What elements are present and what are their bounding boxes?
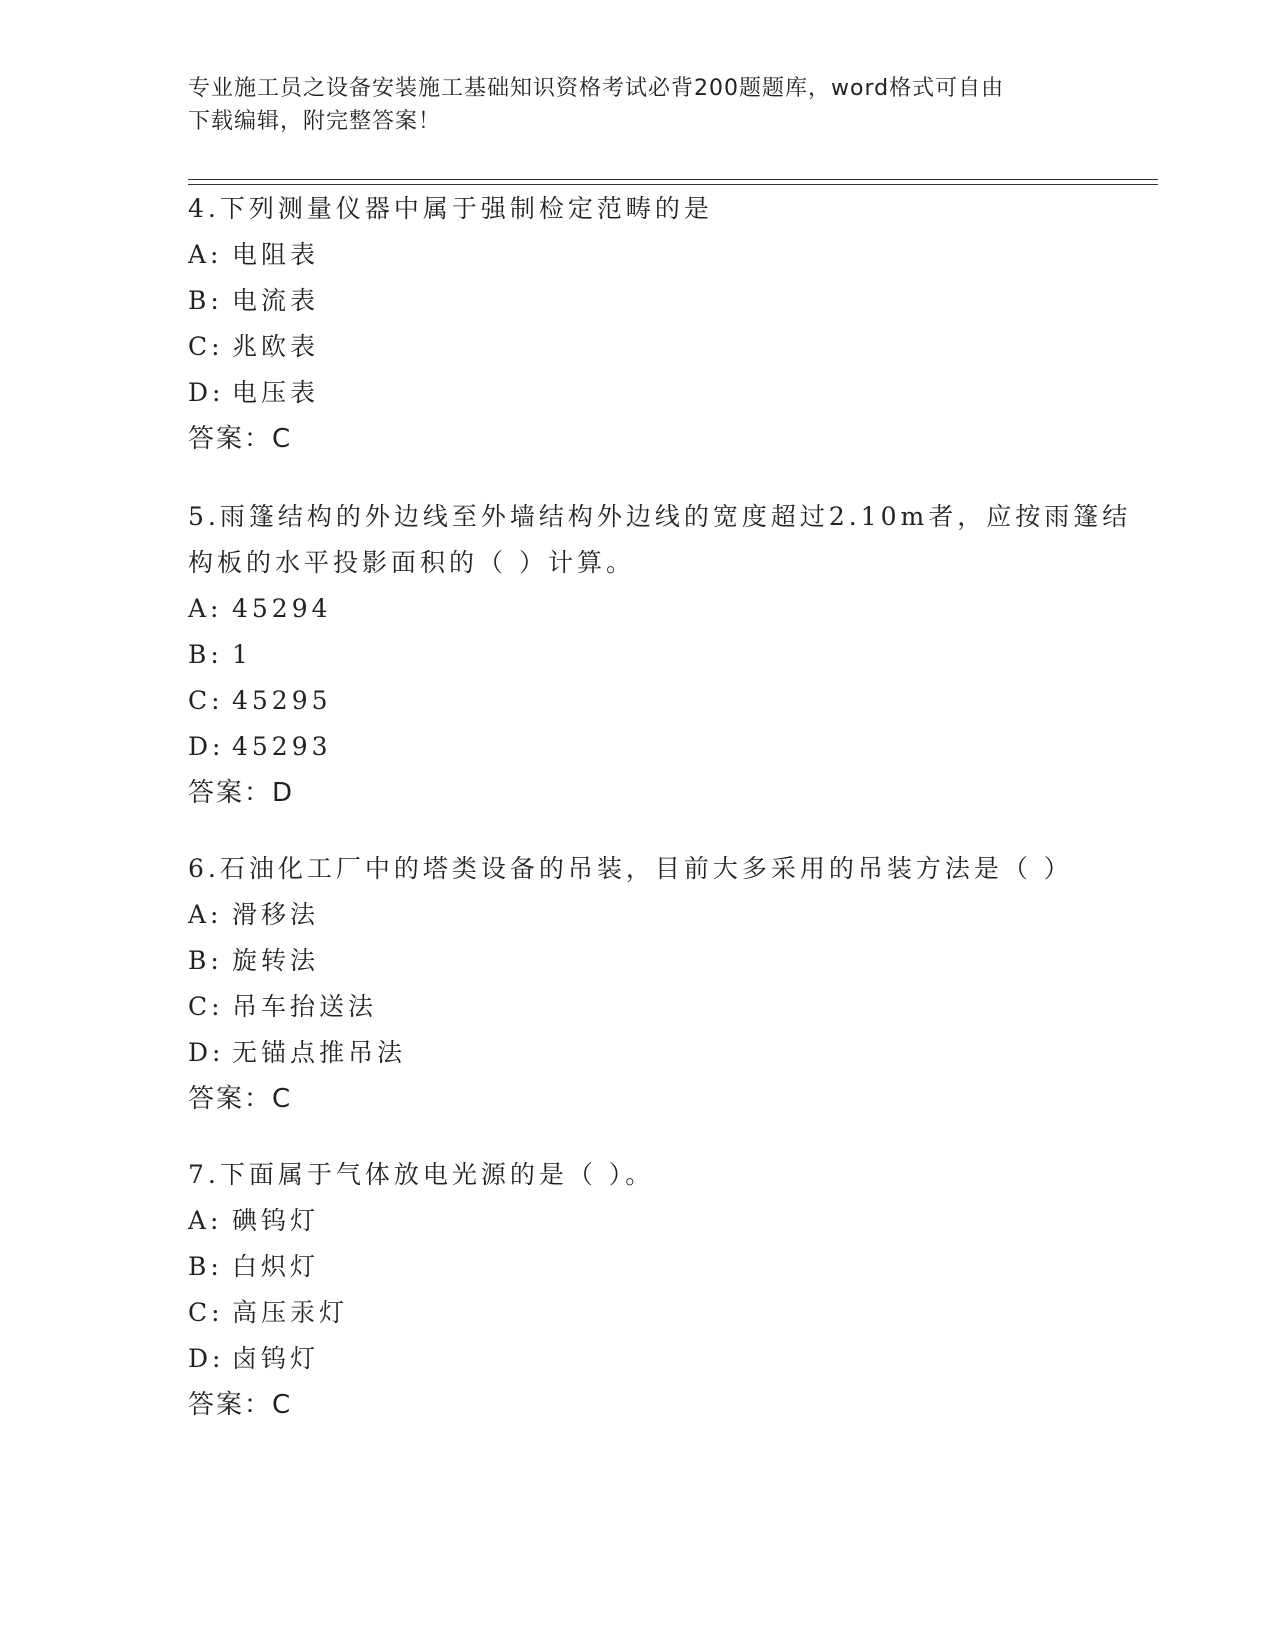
header-line-2: 下载编辑，附完整答案！	[188, 109, 442, 134]
option-text: 电流表	[232, 286, 320, 315]
option-letter: B:	[188, 640, 223, 669]
option-text: 白炽灯	[232, 1252, 320, 1281]
answer-line: 答案：D	[188, 778, 295, 808]
option-text: 45295	[232, 686, 332, 715]
option-text: 旋转法	[232, 946, 320, 975]
question-stem: 4.下列测量仪器中属于强制检定范畴的是	[188, 194, 713, 223]
answer-line: 答案：C	[188, 1390, 293, 1420]
option-text: 吊车抬送法	[232, 992, 378, 1021]
option-letter: D:	[188, 378, 225, 407]
option-text: 45294	[232, 594, 332, 623]
option-text: 45293	[232, 732, 332, 761]
option-text: 卤钨灯	[232, 1344, 320, 1373]
option-d	[188, 1030, 1148, 1076]
question-stem: 7.下面属于气体放电光源的是（ ）。	[188, 1160, 655, 1189]
question-7	[188, 1152, 1148, 1428]
option-text: 电压表	[232, 378, 320, 407]
option-d	[188, 1336, 1148, 1382]
document-page	[188, 0, 1158, 1650]
header-divider-bottom	[188, 184, 1158, 185]
header-divider-top	[188, 179, 1158, 180]
option-c	[188, 1290, 1148, 1336]
option-letter: A:	[188, 594, 223, 623]
question-5	[188, 494, 1148, 816]
option-letter: B:	[188, 946, 223, 975]
answer-line: 答案：C	[188, 1084, 293, 1114]
option-c	[188, 678, 1148, 724]
option-text: 高压汞灯	[232, 1298, 349, 1327]
header-line-1: 专业施工员之设备安装施工基础知识资格考试必背200题题库，word格式可自由	[188, 76, 1005, 101]
option-text: 电阻表	[232, 240, 320, 269]
question-4	[188, 186, 1148, 462]
option-letter: A:	[188, 900, 223, 929]
option-text: 兆欧表	[232, 332, 320, 361]
option-letter: D:	[188, 1038, 225, 1067]
option-c	[188, 984, 1148, 1030]
answer-line: 答案：C	[188, 424, 293, 454]
option-text: 1	[232, 640, 252, 669]
option-c	[188, 324, 1148, 370]
option-letter: B:	[188, 286, 223, 315]
option-d	[188, 724, 1148, 770]
question-stem: 5.雨篷结构的外边线至外墙结构外边线的宽度超过2.10m者，应按雨篷结构板的水平投影面积的（ ）计算。	[188, 502, 1132, 577]
option-text: 碘钨灯	[232, 1206, 320, 1235]
option-a	[188, 586, 1148, 632]
option-a	[188, 232, 1148, 278]
option-letter: B:	[188, 1252, 223, 1281]
option-b	[188, 632, 1148, 678]
option-a	[188, 1198, 1148, 1244]
option-letter: C:	[188, 992, 224, 1021]
option-a	[188, 892, 1148, 938]
option-text: 无锚点推吊法	[232, 1038, 407, 1067]
question-stem: 6.石油化工厂中的塔类设备的吊装，目前大多采用的吊装方法是（ ）	[188, 854, 1073, 883]
question-6	[188, 846, 1148, 1122]
option-letter: A:	[188, 1206, 223, 1235]
option-text: 滑移法	[232, 900, 320, 929]
option-letter: D:	[188, 732, 225, 761]
option-letter: C:	[188, 332, 224, 361]
option-letter: A:	[188, 240, 223, 269]
option-b	[188, 1244, 1148, 1290]
option-b	[188, 938, 1148, 984]
option-letter: C:	[188, 686, 224, 715]
document-header	[188, 72, 1088, 138]
option-b	[188, 278, 1148, 324]
option-letter: D:	[188, 1344, 225, 1373]
option-d	[188, 370, 1148, 416]
option-letter: C:	[188, 1298, 224, 1327]
